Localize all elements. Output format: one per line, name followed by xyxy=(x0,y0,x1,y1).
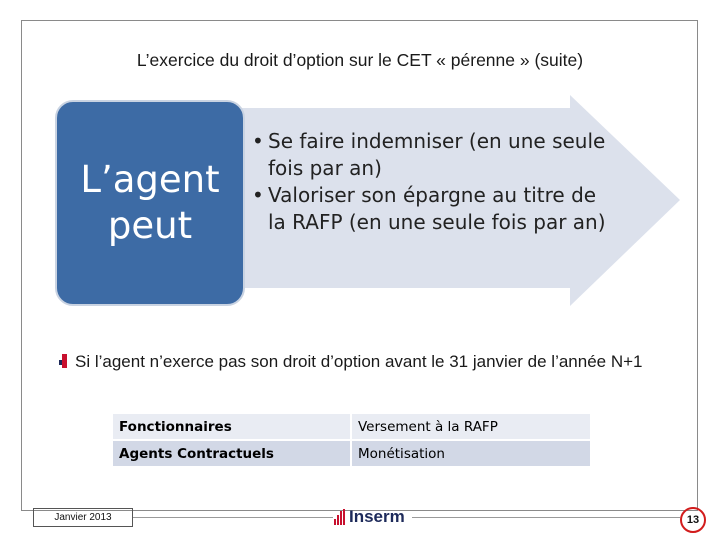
arrow-list-item: • Se faire indemniser (en une seule fois par an) xyxy=(252,128,612,182)
outcome-table xyxy=(111,412,592,468)
footer-date: Janvier 2013 xyxy=(33,508,133,527)
footer-divider xyxy=(133,517,333,518)
note-text: Si l’agent n’exerce pas son droit d’option avant le 31 janvier de l’année N+1 xyxy=(75,352,643,371)
table-cell-result: Versement à la RAFP xyxy=(351,413,591,440)
table-cell-result: Monétisation xyxy=(351,440,591,467)
agent-box xyxy=(55,100,245,306)
footer-divider xyxy=(412,517,680,518)
agent-box-text: L’agent peut xyxy=(80,158,220,247)
bullet-icon xyxy=(59,354,67,368)
slide-title: L’exercice du droit d’option sur le CET « pérenne » (suite) xyxy=(136,50,584,70)
logo-text: Inserm xyxy=(349,507,405,526)
table-cell-category: Agents Contractuels xyxy=(112,440,351,467)
inserm-logo xyxy=(334,505,405,529)
arrow-list-item: • Valoriser son épargne au titre de la RAFP (en une seule fois par an) xyxy=(252,182,612,236)
arrow-list xyxy=(252,128,612,236)
page-number: 13 xyxy=(680,507,706,533)
table-row xyxy=(112,440,591,467)
inserm-logo-icon xyxy=(334,509,345,525)
table-cell-category: Fonctionnaires xyxy=(112,413,351,440)
table-row xyxy=(112,413,591,440)
